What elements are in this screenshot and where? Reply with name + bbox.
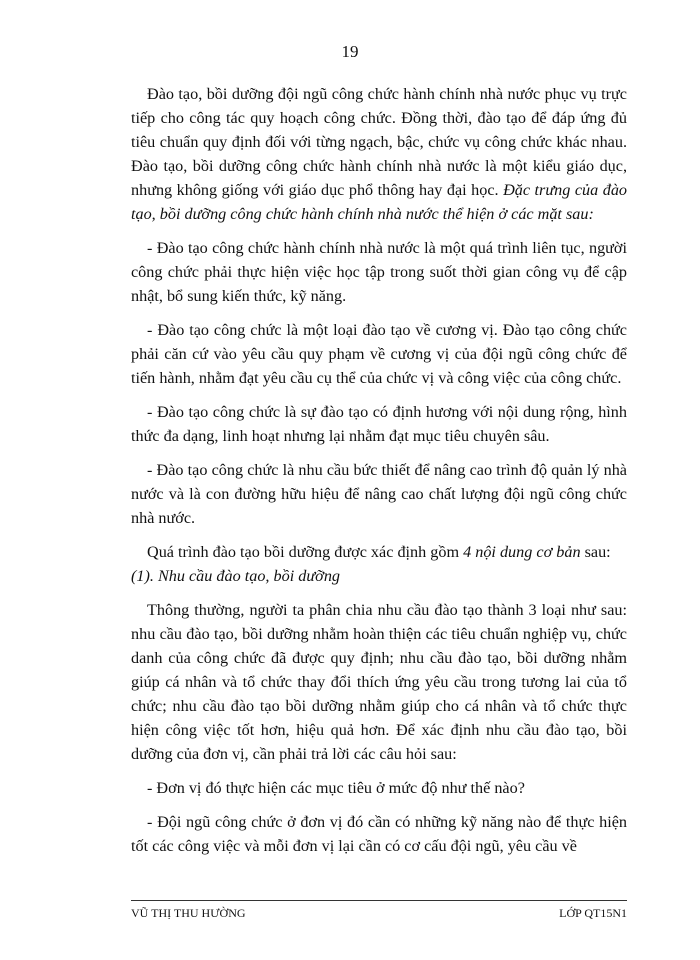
paragraph-process-text: Quá trình đào tạo bồi dưỡng được xác định gồm (147, 543, 464, 561)
paragraph-intro (131, 82, 627, 226)
bullet-item: - Đào tạo công chức hành chính nhà nước là một quá trình liên tục, người công chức phải thực hiện việc học tập trong suốt thời gian công vụ để cập nhật, bổ sung kiến thức, kỹ năng. (131, 239, 627, 305)
section-heading-text: (1). Nhu cầu đào tạo, bồi dưỡng (131, 567, 341, 585)
footer-divider (131, 900, 627, 901)
paragraph-needs: Thông thường, người ta phân chia nhu cầu đào tạo thành 3 loại như sau: nhu cầu đào tạo, bồi dưỡng nhằm hoàn thiện các tiêu chuẩn nghiệp vụ, chức danh của công chức đã được quy định; nhu cầu đào tạo, bồi dưỡng nhằm giúp cá nhân và tổ chức thay đổi thích ứng yêu cầu trong tương lai của tổ chức; nhu cầu đào tạo bồi dưỡng nhằm giúp cho cá nhân và tổ chức thực hiện công việc tốt hơn, hiệu quả hơn. Để xác định nhu cầu đào tạo, bồi dưỡng của đơn vị, cần phải trả lời các câu hỏi sau: (131, 601, 627, 763)
paragraph-process (131, 540, 627, 564)
paragraph-process-end: sau: (580, 543, 611, 561)
bullet-item: - Đội ngũ công chức ở đơn vị đó cần có những kỹ năng nào để thực hiện tốt các công việc và mỗi đơn vị lại cần có cơ cấu đội ngũ, yêu cầu về (131, 813, 627, 855)
bullet-item: - Đào tạo công chức là nhu cầu bức thiết để nâng cao trình độ quản lý nhà nước và là con đường hữu hiệu để nâng cao chất lượng đội ngũ công chức nhà nước. (131, 461, 627, 527)
section-heading (131, 564, 627, 588)
document-body (131, 82, 627, 858)
paragraph-intro-italic: Đặc trưng của đào tạo, bồi dưỡng công chức hành chính nhà nước thể hiện ở các mặt sau: (131, 181, 628, 223)
bullet-item: - Đào tạo công chức là một loại đào tạo về cương vị. Đào tạo công chức phải căn cứ vào yêu cầu quy phạm về cương vị của đội ngũ công chức để tiến hành, nhằm đạt yêu cầu cụ thể của chức vị và công việc của công chức. (131, 321, 627, 387)
page-number: 19 (341, 42, 359, 61)
bullet-item: - Đơn vị đó thực hiện các mục tiêu ở mức độ như thế nào? (147, 779, 525, 797)
footer-author: VŨ THỊ THU HƯỜNG (131, 906, 246, 920)
paragraph-intro-text: Đào tạo, bồi dưỡng đội ngũ công chức hành chính nhà nước phục vụ trực tiếp cho công tác quy hoạch công chức. Đồng thời, đào tạo để đáp ứng đủ tiêu chuẩn quy định đối với từng ngạch, bậc, chức vụ công chức khác nhau. Đào tạo, bồi dưỡng công chức hành chính nhà nước là một kiểu giáo dục, nhưng không giống với giáo dục phổ thông hay đại học. (131, 85, 627, 199)
page-footer (131, 906, 627, 921)
bullet-item: - Đào tạo công chức là sự đào tạo có định hương với nội dung rộng, hình thức đa dạng, linh hoạt nhưng lại nhằm đạt mục tiêu chuyên sâu. (131, 403, 627, 445)
footer-class: LỚP QT15N1 (559, 906, 627, 920)
paragraph-process-italic: 4 nội dung cơ bản (463, 543, 581, 561)
